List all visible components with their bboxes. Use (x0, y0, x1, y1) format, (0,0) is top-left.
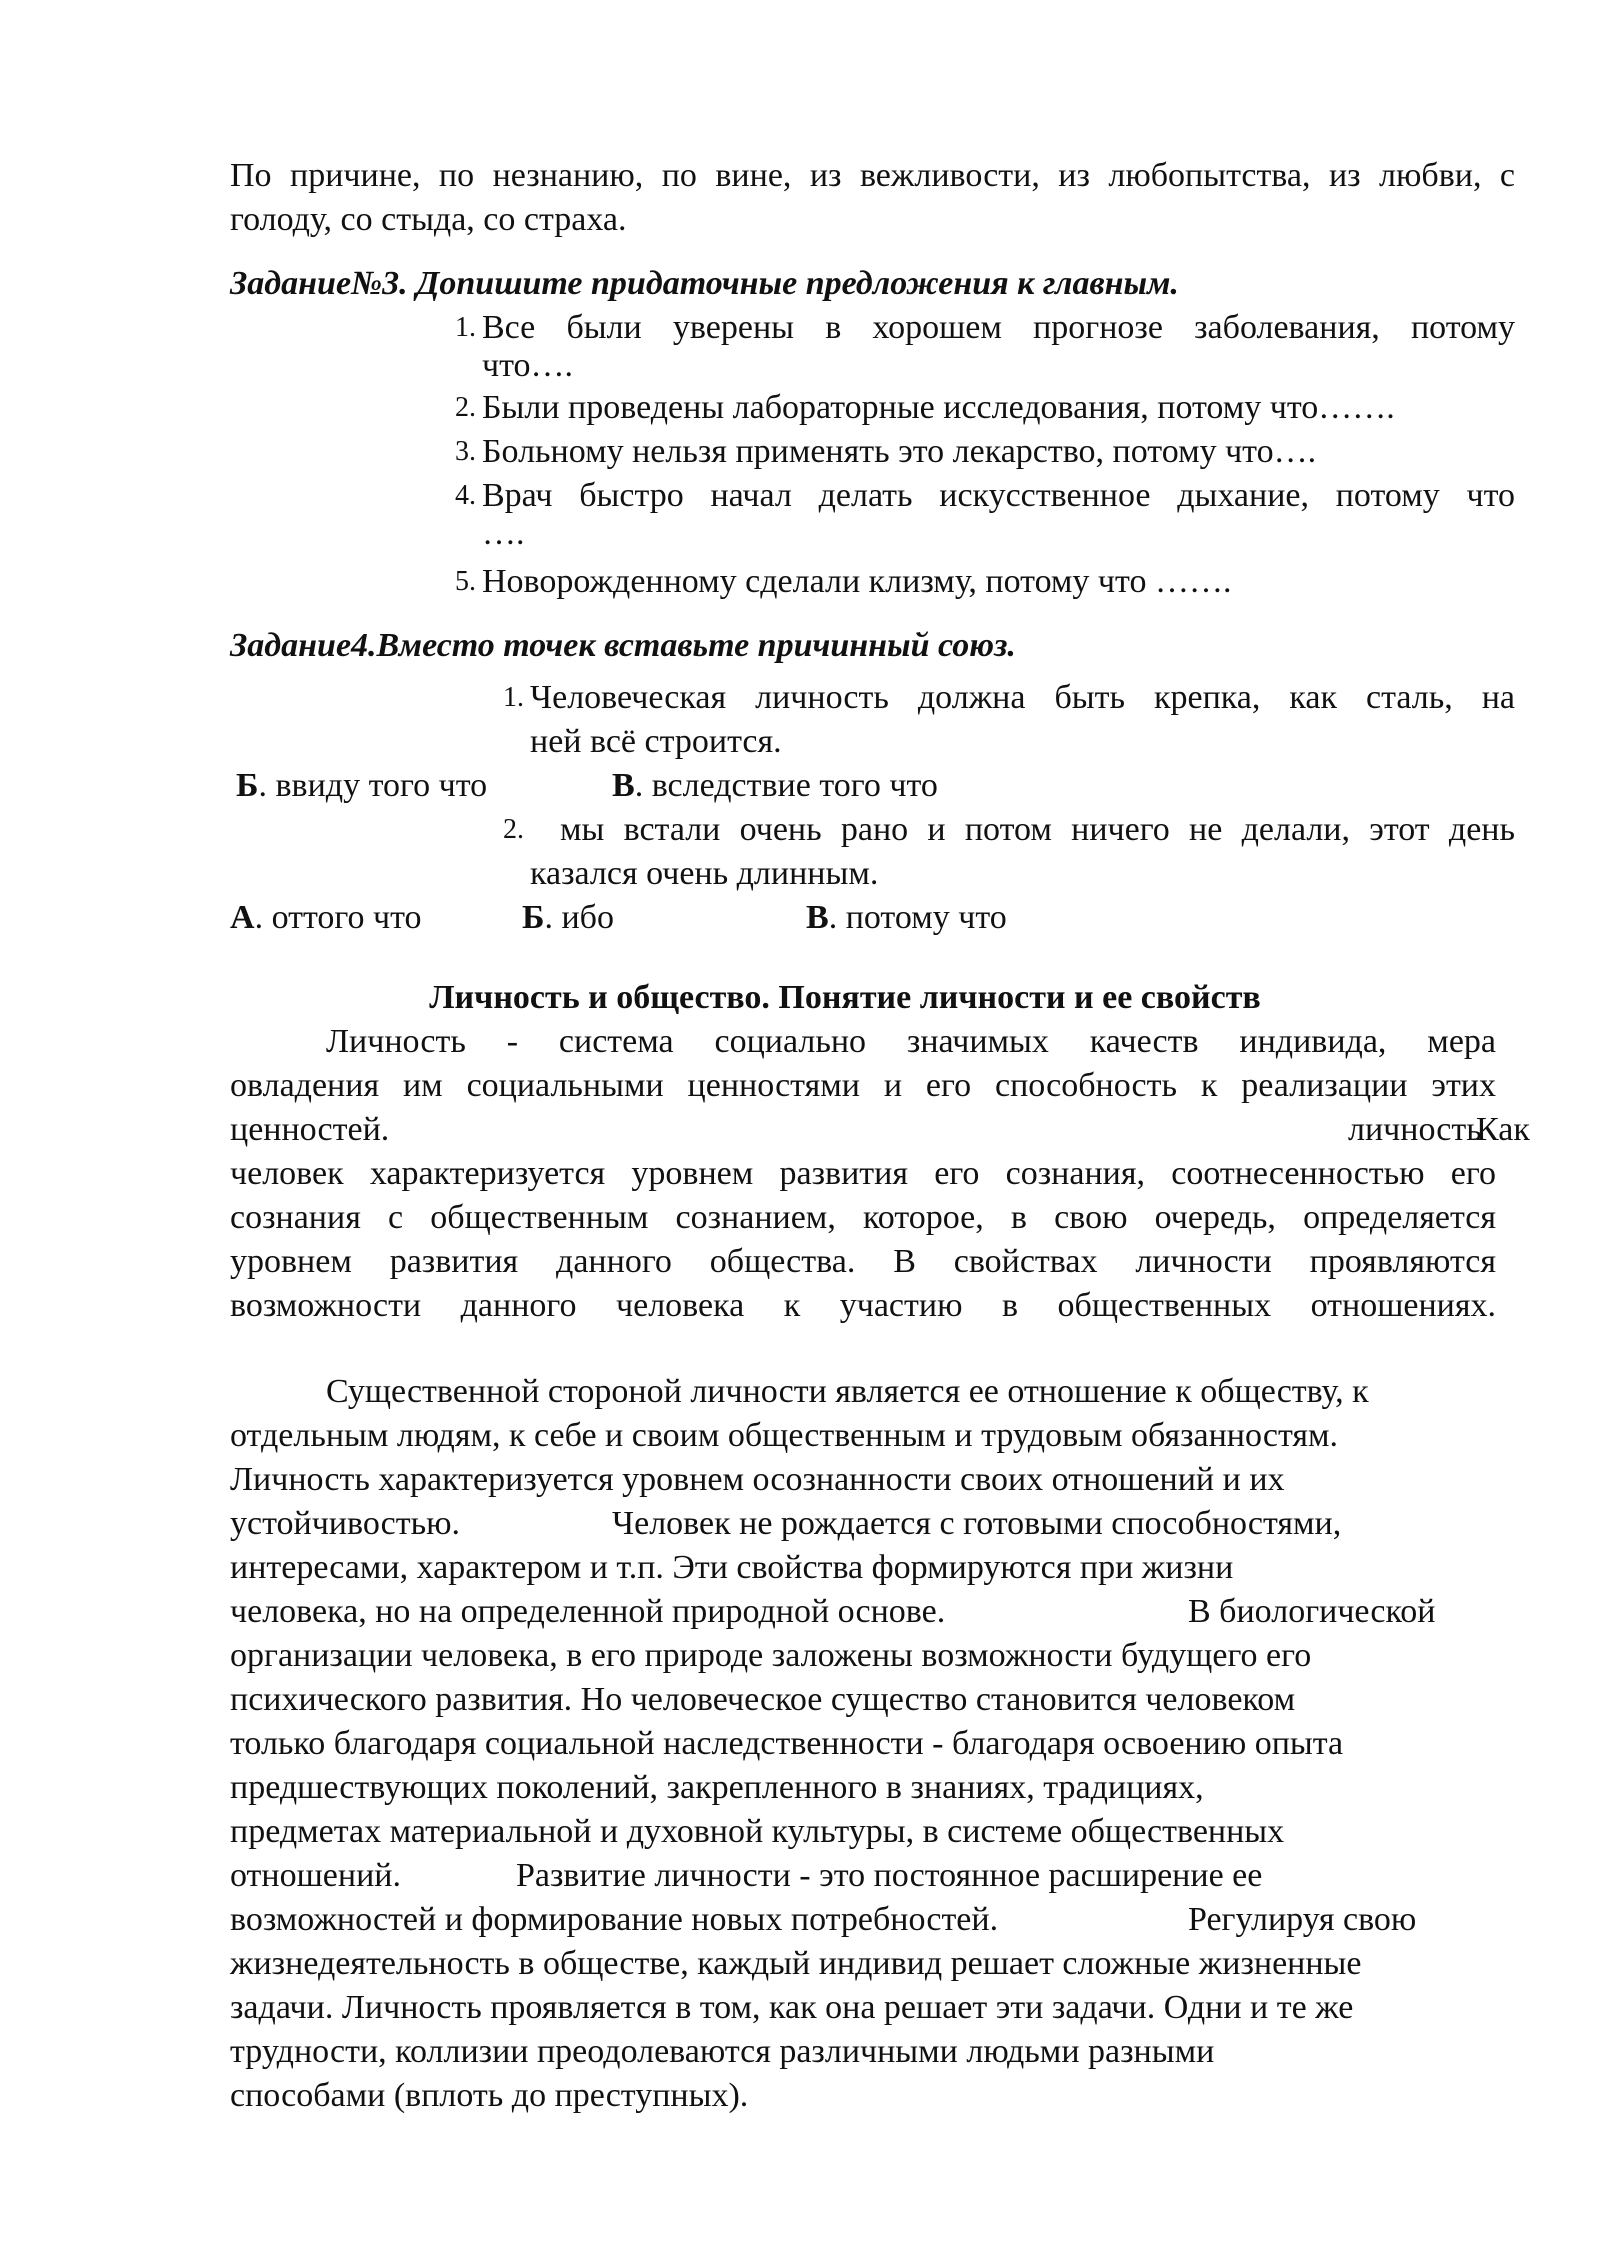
task4-q2-line1: мы встали очень рано и потом ничего не делали, этот день (560, 811, 1515, 848)
task4-question-number: 2. (503, 814, 524, 845)
p2-line-11: предметах материальной и духовной культуры, в системе общественных (230, 1813, 1285, 1850)
task3-heading: Задание№3. Допишите придаточные предложения к главным. (230, 265, 1179, 302)
p2-line-9: только благодаря социальной наследственности - благодаря освоению опыта (230, 1725, 1344, 1762)
p2-line-10: предшествующих поколений, закрепленного в знаниях, традициях, (230, 1769, 1204, 1806)
p2-line-8: психического развития. Но человеческое существо становится человеком (230, 1681, 1296, 1718)
task3-item-5-line1: Новорожденному сделали клизму, потому что ……. (482, 563, 1232, 600)
p2-line-6b: В биологической (1188, 1593, 1436, 1630)
p2-line-12a: отношений. (230, 1857, 401, 1894)
task3-item-4-line1: Врач быстро начал делать искусственное дыхание, потому что (482, 477, 1515, 514)
task3-item-number: 3. (455, 436, 476, 467)
p1-line-2: овладения им социальными ценностями и его способность к реализации этих (230, 1067, 1496, 1104)
option-text: . потому что (828, 899, 1007, 936)
p2-line-3: Личность характеризуется уровнем осознанности своих отношений и их (230, 1461, 1285, 1498)
option-text: . оттого что (254, 899, 422, 936)
p1-line-7: возможности данного человека к участию в общественных отношениях. (230, 1287, 1496, 1324)
p2-line-6a: человека, но на определенной природной основе. (230, 1593, 946, 1630)
task4-heading: Задание4.Вместо точек вставьте причинный союз. (230, 627, 1016, 664)
option-text: . ввиду того что (258, 767, 488, 804)
intro-line-1: По причине, по незнанию, по вине, из вежливости, из любопытства, из любви, с (230, 157, 1515, 194)
p1-word-kak: Как (1476, 1111, 1530, 1148)
task3-item-1-line2: что…. (482, 347, 574, 384)
p2-line-17: способами (вплоть до преступных). (230, 2077, 749, 2114)
intro-line-2: голоду, со стыда, со страха. (230, 201, 627, 238)
p2-line-1: Существенной стороной личности является ее отношение к обществу, к (326, 1373, 1369, 1410)
task3-item-4-line2: …. (482, 515, 525, 552)
task4-q2-option-b (522, 896, 614, 940)
p1-word-lichnost: личность (1348, 1111, 1482, 1148)
p2-line-5: интересами, характером и т.п. Эти свойства формируются при жизни (230, 1549, 1234, 1586)
section-title: Личность и общество. Понятие личности и ее свойств (429, 979, 1261, 1016)
p2-line-4b: Человек не рождается с готовыми способностями, (612, 1505, 1342, 1542)
option-text: . вследствие того что (634, 767, 938, 804)
task3-item-1-line1: Все были уверены в хорошем прогнозе заболевания, потому (482, 309, 1515, 346)
task3-item-2-line1: Были проведены лабораторные исследования, потому что……. (482, 389, 1395, 426)
p2-line-14: жизнедеятельность в обществе, каждый индивид решает сложные жизненные (230, 1945, 1362, 1982)
p2-line-7: организации человека, в его природе заложены возможности будущего его (230, 1637, 1312, 1674)
task3-item-number: 1. (455, 312, 476, 343)
task4-q1-option-b (236, 764, 487, 808)
option-letter: В (612, 767, 635, 804)
p1-line-6: уровнем развития данного общества. В свойствах личности проявляются (230, 1243, 1496, 1280)
p2-line-15: задачи. Личность проявляется в том, как она решает эти задачи. Одни и те же (230, 1989, 1354, 2026)
option-text: . ибо (544, 899, 614, 936)
task4-question-number: 1. (503, 682, 524, 713)
p2-line-2: отдельным людям, к себе и своим общественным и трудовым обязанностям. (230, 1417, 1339, 1454)
task4-q2-option-a (230, 896, 422, 940)
p1-line-5: сознания с общественным сознанием, которое, в свою очередь, определяется (230, 1199, 1496, 1236)
option-letter: Б (522, 899, 545, 936)
task4-q1-option-v (612, 764, 938, 808)
option-letter: Б (236, 767, 259, 804)
task4-q1-line2: ней всё строится. (530, 723, 782, 760)
task4-q2-line2: казался очень длинным. (530, 855, 879, 892)
option-letter: В (806, 899, 829, 936)
task3-item-number: 5. (455, 566, 476, 597)
p1-line-4: человек характеризуется уровнем развития его сознания, соотнесенностью его (230, 1155, 1496, 1192)
task3-item-number: 4. (455, 480, 476, 511)
p2-line-16: трудности, коллизии преодолеваются различными людьми разными (230, 2033, 1215, 2070)
task3-item-number: 2. (455, 392, 476, 423)
p2-line-13a: возможностей и формирование новых потребностей. (230, 1901, 999, 1938)
task4-q1-line1: Человеческая личность должна быть крепка, как сталь, на (530, 679, 1515, 716)
option-letter: А (230, 899, 255, 936)
p1-line-1: Личность - система социально значимых качеств индивида, мера (326, 1023, 1496, 1060)
p2-line-12b: Развитие личности - это постоянное расширение ее (516, 1857, 1263, 1894)
p2-line-13b: Регулируя свою (1188, 1901, 1417, 1938)
task4-q2-option-v (806, 896, 1007, 940)
p2-line-4a: устойчивостью. (230, 1505, 461, 1542)
task3-item-3-line1: Больному нельзя применять это лекарство, потому что…. (482, 433, 1317, 470)
p1-line-3: ценностей. (230, 1111, 390, 1148)
